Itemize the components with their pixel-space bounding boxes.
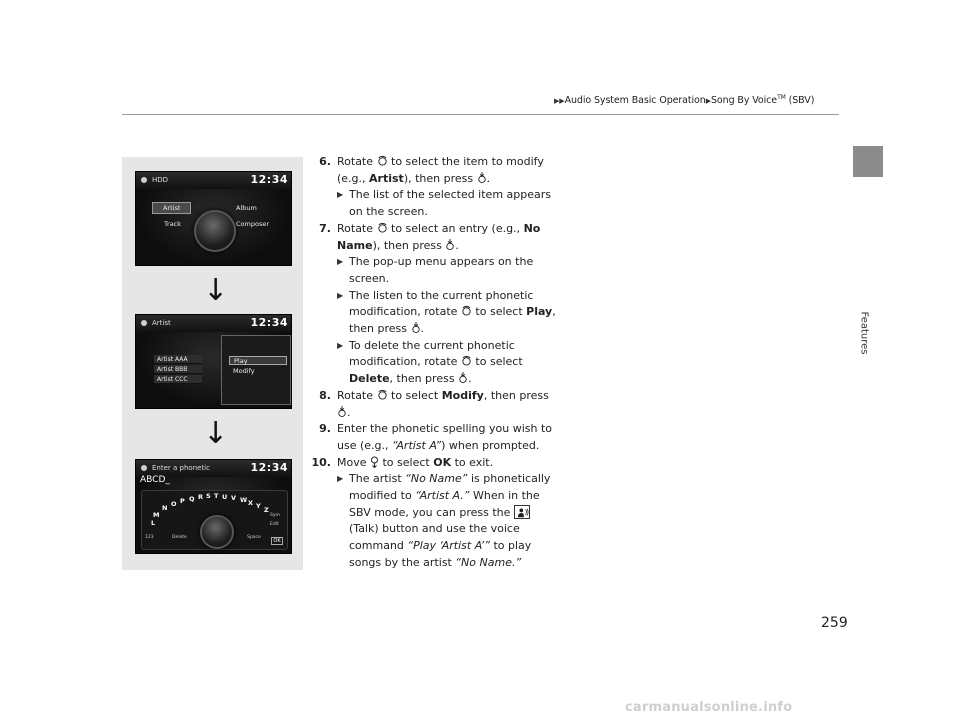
- dial-label-num: 123: [145, 535, 154, 540]
- down-arrow-icon: ↓: [203, 416, 229, 451]
- watermark: carmanualsonline.info: [625, 700, 793, 715]
- interface-dial-icon: [377, 155, 388, 166]
- step-7: 7. Rotate to select an entry (e.g., No Name), then press . ▶ The pop-up menu appears on the screen. ▶ The listen to the current phonetic modification, rotate to select Play, then press . ▶ To delete the current phonetic modification, rotate to select Delete, then press .: [306, 221, 558, 388]
- breadcrumb-arrow-icon: ▶: [705, 97, 711, 106]
- dial-letter: Y: [256, 502, 261, 510]
- dial-label-space: Space: [247, 535, 261, 540]
- chapter-tab[interactable]: [853, 146, 883, 177]
- selector-knob: [194, 210, 236, 252]
- option-track: Track: [164, 220, 182, 228]
- dial-letter: Z: [264, 506, 269, 514]
- step-number: 8.: [319, 388, 331, 402]
- dial-letter: O: [171, 500, 177, 508]
- breadcrumb-suffix: (SBV): [785, 95, 815, 107]
- interface-dial-icon: [377, 389, 388, 400]
- step-9: 9. Enter the phonetic spelling you wish to use (e.g., “Artist A”) when prompted.: [306, 421, 558, 454]
- chapter-label: Features: [858, 311, 870, 355]
- selector-knob: [200, 515, 234, 549]
- screen-hdd: [135, 171, 292, 266]
- dial-letter: T: [214, 492, 219, 500]
- result-arrow-icon: ▶: [337, 474, 344, 484]
- result-arrow-icon: ▶: [337, 257, 344, 267]
- screen-artist: [135, 314, 292, 409]
- breadcrumb-page[interactable]: Song By Voice: [711, 95, 778, 107]
- screen-clock: 12:34: [250, 316, 288, 329]
- step-8: 8. Rotate to select Modify, then press .: [306, 388, 558, 421]
- dial-ok-button: OK: [271, 537, 283, 545]
- dial-letter: S: [206, 492, 211, 500]
- breadcrumb-arrow-icon: ▶▶: [554, 97, 565, 106]
- breadcrumb: [554, 94, 814, 106]
- dial-label-delete: Delete: [172, 535, 187, 540]
- option-artist: Artist: [152, 202, 191, 214]
- interface-dial-icon: [377, 222, 388, 233]
- step-7-note: ▶ The pop-up menu appears on the screen.: [337, 255, 534, 285]
- source-icon: [141, 177, 147, 183]
- dial-label-sym: Sym: [270, 513, 280, 518]
- screen-clock: 12:34: [250, 173, 288, 186]
- popup-item-modify: Modify: [233, 367, 255, 375]
- breadcrumb-section[interactable]: Audio System Basic Operation: [564, 95, 706, 107]
- character-dial: [141, 490, 288, 550]
- instruction-steps: [306, 154, 558, 572]
- step-6-note: ▶ The list of the selected item appears on the screen.: [337, 188, 552, 219]
- interface-dial-icon: [461, 305, 472, 316]
- press-dial-icon: [477, 172, 487, 183]
- source-icon: [141, 465, 147, 471]
- list-item: Artist CCC: [154, 375, 202, 384]
- option-album: Album: [236, 204, 257, 212]
- dial-letter: L: [151, 519, 156, 527]
- dial-letter: M: [153, 511, 160, 519]
- dial-letter: X: [248, 499, 254, 507]
- step-10: 10. Move to select OK to exit. ▶ The artist “No Name” is phonetically modified to “Artist A.” When in the SBV mode, you can press the (Talk) button and use the voice command “Play ‘Artist A’” to play songs by the artist “No Name.”: [306, 455, 558, 572]
- press-dial-icon: [337, 406, 347, 417]
- step-number: 6.: [319, 155, 331, 168]
- result-arrow-icon: ▶: [337, 290, 344, 300]
- talk-button-icon: [514, 505, 530, 519]
- header-rule: [122, 114, 839, 115]
- dial-letter: W: [240, 496, 248, 504]
- dial-letter: Q: [189, 495, 195, 503]
- phonetic-entry: ABCD_: [140, 475, 170, 485]
- dial-letter: V: [231, 494, 237, 502]
- down-arrow-icon: ↓: [203, 273, 229, 308]
- screen-titlebar: Artist: [136, 315, 291, 332]
- step-number: 10.: [311, 455, 331, 469]
- step-7-note: ▶ To delete the current phonetic modification, rotate to select Delete, then press .: [337, 338, 523, 386]
- step-number: 7.: [319, 221, 331, 235]
- dial-letter: U: [222, 493, 228, 501]
- press-dial-icon: [458, 372, 468, 383]
- popup-menu: [221, 335, 291, 405]
- source-icon: [141, 320, 147, 326]
- page-number: 259: [821, 615, 848, 631]
- interface-dial-icon: [461, 355, 472, 366]
- step-10-note: ▶ The artist “No Name” is phonetically modified to “Artist A.” When in the SBV mode, you can press the (Talk) button and use the voice command “Play ‘Artist A’” to play songs by the artist “No Name.”: [337, 472, 551, 569]
- dial-letter: P: [180, 497, 185, 505]
- dial-letter: N: [162, 504, 168, 512]
- press-dial-icon: [445, 239, 455, 250]
- screen-clock: 12:34: [250, 461, 288, 474]
- list-item: Artist BBB: [154, 365, 202, 374]
- move-selector-icon: [370, 456, 379, 468]
- result-arrow-icon: ▶: [337, 340, 344, 350]
- list-item: Artist AAA: [154, 355, 202, 364]
- trademark-mark: TM: [777, 94, 786, 101]
- screen-titlebar: Enter a phonetic: [136, 460, 291, 477]
- press-dial-icon: [411, 322, 421, 333]
- screen-titlebar: HDD: [136, 172, 291, 189]
- dial-letter: R: [198, 493, 204, 501]
- step-number: 9.: [319, 422, 331, 436]
- screen-phonetic: [135, 459, 292, 554]
- popup-item-play: Play: [229, 356, 287, 365]
- step-6: 6. Rotate to select the item to modify (e.g., Artist), then press . ▶ The list of the selected item appears on the screen.: [306, 154, 558, 221]
- result-arrow-icon: ▶: [337, 190, 344, 200]
- option-composer: Composer: [236, 220, 270, 228]
- dial-label-edit: Edit: [270, 522, 279, 527]
- step-7-note: ▶ The listen to the current phonetic modification, rotate to select Play, then press .: [337, 288, 556, 336]
